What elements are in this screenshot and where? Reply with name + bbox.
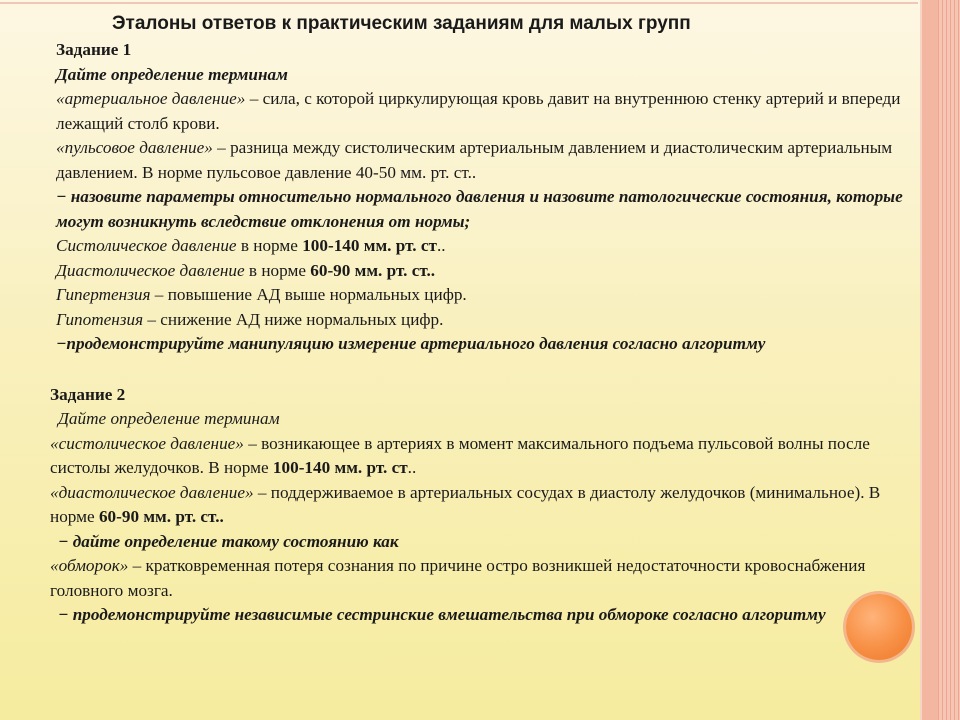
task2-question-3: − продемонстрируйте независимые сестринские вмешательства при обмороке согласно алгоритму <box>58 605 826 624</box>
task1-heading: Задание 1 <box>56 40 132 59</box>
task1-term-pulse-pressure <box>8 136 913 185</box>
term-label: «обморок» <box>50 556 129 575</box>
task1-question-2: − назовите параметры относительно нормального давления и назовите патологические состояния, которые могут возникнуть вследствие отклонения от нормы; <box>56 187 903 231</box>
task1-hypertension: Гипертензия – повышение АД выше нормальных цифр. <box>56 285 467 304</box>
task1-define: Дайте определение терминам <box>56 64 288 84</box>
slide-title: Эталоны ответов к практическим заданиям для малых групп <box>112 13 691 34</box>
task2-term-fainting: «обморок» – кратковременная потеря сознания по причине остро возникшей недостаточности кровоснабжения головного мозга. <box>50 556 866 600</box>
task2-term-systolic: «систолическое давление» – возникающее в артериях в момент максимального подъема пульсовой волны после систолы желудочков. В норме 100-140 мм. рт. ст.. <box>50 433 870 477</box>
term-definition: – сила, с которой циркулирующая кровь давит на внутреннюю стенку артерий и впереди лежащий столб крови. <box>56 89 901 133</box>
term-label: «систолическое давление» <box>50 433 244 453</box>
task1-term-arterial-pressure <box>8 87 913 136</box>
orange-circle-decoration <box>846 594 912 660</box>
task1-diastolic-norm: Диастолическое давление в норме 60-90 мм. рт. ст.. <box>56 260 436 280</box>
task2-define: Дайте определение терминам <box>58 409 280 428</box>
right-band-edge <box>920 0 922 720</box>
term-label: «диастолическое давление» <box>50 482 254 502</box>
task2-heading: Задание 2 <box>50 384 126 404</box>
slide-content <box>8 10 913 628</box>
task1-systolic-norm: Систолическое давление в норме 100-140 мм. рт. ст.. <box>56 236 446 255</box>
top-border-line <box>0 2 918 4</box>
task2-question-2: − дайте определение такому состоянию как <box>58 531 399 551</box>
term-label: «артериальное давление» <box>56 89 246 108</box>
right-decorative-stripes <box>938 0 960 720</box>
task2-term-diastolic: «диастолическое давление» – поддерживаемое в артериальных сосудах в диастолу желудочков (минимальное). В норме 60-90 мм. рт. ст.. <box>50 482 881 526</box>
task1-hypotension: Гипотензия – снижение АД ниже нормальных цифр. <box>56 309 444 329</box>
term-definition: – разница между систолическим артериальным давлением и диастолическим артериальным давлением. В норме пульсовое давление 40-50 мм. рт. ст.. <box>56 138 893 182</box>
task1-question-3: −продемонстрируйте манипуляцию измерение артериального давления согласно алгоритму <box>56 334 766 353</box>
section-gap <box>8 357 913 383</box>
term-label: «пульсовое давление» <box>56 138 213 157</box>
